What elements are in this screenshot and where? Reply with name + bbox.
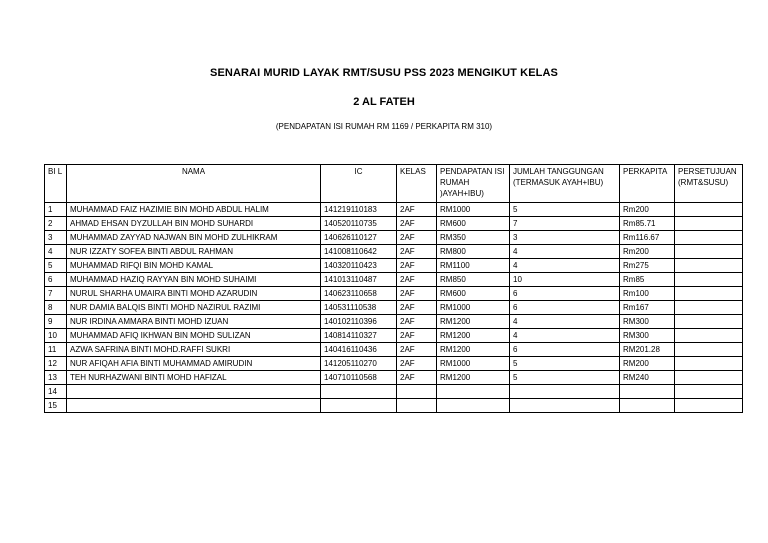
document-title: SENARAI MURID LAYAK RMT/SUSU PSS 2023 MENGIKUT KELAS	[210, 67, 558, 79]
cell-pendapatan: RM850	[437, 273, 510, 287]
class-name: 2 AL FATEH	[353, 96, 415, 108]
cell-bil: 9	[45, 315, 67, 329]
cell-bil: 6	[45, 273, 67, 287]
header-perkapita: PERKAPITA	[620, 165, 675, 203]
cell-tanggungan: 10	[510, 273, 620, 287]
cell-ic	[321, 385, 397, 399]
cell-pendapatan: RM1000	[437, 357, 510, 371]
cell-ic: 140531110538	[321, 301, 397, 315]
table-row	[45, 287, 743, 301]
cell-persetujuan	[675, 301, 743, 315]
table-row	[45, 371, 743, 385]
cell-bil: 8	[45, 301, 67, 315]
cell-tanggungan: 4	[510, 315, 620, 329]
cell-bil: 11	[45, 343, 67, 357]
cell-tanggungan	[510, 399, 620, 413]
header-bil: BI L	[45, 165, 67, 203]
cell-nama: TEH NURHAZWANI BINTI MOHD HAFIZAL	[67, 371, 321, 385]
cell-persetujuan	[675, 329, 743, 343]
cell-ic: 140416110436	[321, 343, 397, 357]
cell-pendapatan: RM1100	[437, 259, 510, 273]
table-row	[45, 343, 743, 357]
cell-persetujuan	[675, 245, 743, 259]
cell-kelas: 2AF	[397, 231, 437, 245]
cell-persetujuan	[675, 203, 743, 217]
table-row	[45, 399, 743, 413]
cell-perkapita: Rm85	[620, 273, 675, 287]
cell-kelas: 2AF	[397, 301, 437, 315]
header-tanggungan: JUMLAH TANGGUNGAN (TERMASUK AYAH+IBU)	[510, 165, 620, 203]
cell-nama	[67, 385, 321, 399]
cell-nama: MUHAMMAD HAZIQ RAYYAN BIN MOHD SUHAIMI	[67, 273, 321, 287]
cell-bil: 3	[45, 231, 67, 245]
cell-bil: 12	[45, 357, 67, 371]
cell-pendapatan	[437, 399, 510, 413]
cell-ic: 140102110396	[321, 315, 397, 329]
cell-ic: 140520110735	[321, 217, 397, 231]
cell-ic: 140710110568	[321, 371, 397, 385]
cell-perkapita: RM240	[620, 371, 675, 385]
cell-bil: 10	[45, 329, 67, 343]
cell-tanggungan: 4	[510, 245, 620, 259]
cell-perkapita: Rm167	[620, 301, 675, 315]
cell-bil: 4	[45, 245, 67, 259]
table-row	[45, 301, 743, 315]
table-row	[45, 217, 743, 231]
cell-bil: 13	[45, 371, 67, 385]
table-row	[45, 231, 743, 245]
cell-tanggungan: 6	[510, 301, 620, 315]
table-row	[45, 273, 743, 287]
cell-ic: 141013110487	[321, 273, 397, 287]
cell-ic: 140320110423	[321, 259, 397, 273]
cell-persetujuan	[675, 217, 743, 231]
table-row	[45, 259, 743, 273]
cell-bil: 5	[45, 259, 67, 273]
cell-ic: 141008110642	[321, 245, 397, 259]
cell-ic	[321, 399, 397, 413]
cell-persetujuan	[675, 399, 743, 413]
cell-kelas: 2AF	[397, 287, 437, 301]
cell-kelas	[397, 399, 437, 413]
cell-ic: 140623110658	[321, 287, 397, 301]
table-row	[45, 385, 743, 399]
cell-persetujuan	[675, 231, 743, 245]
cell-kelas: 2AF	[397, 217, 437, 231]
cell-tanggungan: 6	[510, 343, 620, 357]
cell-pendapatan: RM1200	[437, 315, 510, 329]
income-note: (PENDAPATAN ISI RUMAH RM 1169 / PERKAPITA RM 310)	[275, 122, 493, 131]
cell-ic: 140626110127	[321, 231, 397, 245]
cell-ic: 140814110327	[321, 329, 397, 343]
cell-pendapatan: RM800	[437, 245, 510, 259]
cell-perkapita: RM201.28	[620, 343, 675, 357]
cell-tanggungan: 5	[510, 371, 620, 385]
cell-tanggungan: 5	[510, 203, 620, 217]
cell-tanggungan: 3	[510, 231, 620, 245]
cell-pendapatan: RM600	[437, 287, 510, 301]
cell-pendapatan: RM1000	[437, 203, 510, 217]
cell-kelas: 2AF	[397, 315, 437, 329]
cell-perkapita: RM300	[620, 329, 675, 343]
cell-nama: NURUL SHARHA UMAIRA BINTI MOHD AZARUDIN	[67, 287, 321, 301]
cell-nama: MUHAMMAD RIFQI BIN MOHD KAMAL	[67, 259, 321, 273]
cell-tanggungan	[510, 385, 620, 399]
cell-kelas: 2AF	[397, 259, 437, 273]
cell-ic: 141205110270	[321, 357, 397, 371]
cell-tanggungan: 6	[510, 287, 620, 301]
table-row	[45, 357, 743, 371]
cell-pendapatan: RM1200	[437, 343, 510, 357]
cell-pendapatan: RM1200	[437, 371, 510, 385]
cell-ic: 141219110183	[321, 203, 397, 217]
cell-perkapita: Rm85.71	[620, 217, 675, 231]
cell-perkapita: Rm200	[620, 203, 675, 217]
table-row	[45, 203, 743, 217]
cell-persetujuan	[675, 385, 743, 399]
cell-pendapatan: RM600	[437, 217, 510, 231]
cell-perkapita: RM300	[620, 315, 675, 329]
cell-tanggungan: 5	[510, 357, 620, 371]
cell-kelas: 2AF	[397, 343, 437, 357]
cell-pendapatan	[437, 385, 510, 399]
cell-pendapatan: RM1000	[437, 301, 510, 315]
cell-kelas: 2AF	[397, 357, 437, 371]
cell-persetujuan	[675, 315, 743, 329]
cell-nama: AZWA SAFRINA BINTI MOHD.RAFFI SUKRI	[67, 343, 321, 357]
cell-bil: 15	[45, 399, 67, 413]
cell-nama: MUHAMMAD FAIZ HAZIMIE BIN MOHD ABDUL HALIM	[67, 203, 321, 217]
cell-kelas: 2AF	[397, 203, 437, 217]
cell-perkapita	[620, 385, 675, 399]
cell-pendapatan: RM1200	[437, 329, 510, 343]
cell-tanggungan: 4	[510, 259, 620, 273]
cell-kelas: 2AF	[397, 273, 437, 287]
cell-kelas: 2AF	[397, 329, 437, 343]
cell-nama: NUR IRDINA AMMARA BINTI MOHD IZUAN	[67, 315, 321, 329]
cell-bil: 7	[45, 287, 67, 301]
cell-bil: 2	[45, 217, 67, 231]
cell-persetujuan	[675, 259, 743, 273]
cell-persetujuan	[675, 371, 743, 385]
table-row	[45, 315, 743, 329]
cell-perkapita: Rm100	[620, 287, 675, 301]
cell-persetujuan	[675, 287, 743, 301]
cell-nama: AHMAD EHSAN DYZULLAH BIN MOHD SUHARDI	[67, 217, 321, 231]
table-row	[45, 329, 743, 343]
cell-kelas: 2AF	[397, 371, 437, 385]
cell-tanggungan: 7	[510, 217, 620, 231]
cell-nama: NUR IZZATY SOFEA BINTI ABDUL RAHMAN	[67, 245, 321, 259]
table-header-row	[45, 165, 743, 203]
cell-nama	[67, 399, 321, 413]
cell-nama: MUHAMMAD AFIQ IKHWAN BIN MOHD SULIZAN	[67, 329, 321, 343]
cell-kelas: 2AF	[397, 245, 437, 259]
header-ic: IC	[321, 165, 397, 203]
student-table	[44, 164, 743, 413]
cell-pendapatan: RM350	[437, 231, 510, 245]
cell-bil: 1	[45, 203, 67, 217]
cell-persetujuan	[675, 343, 743, 357]
header-nama: NAMA	[67, 165, 321, 203]
cell-bil: 14	[45, 385, 67, 399]
cell-kelas	[397, 385, 437, 399]
table-row	[45, 245, 743, 259]
header-kelas: KELAS	[397, 165, 437, 203]
cell-perkapita	[620, 399, 675, 413]
cell-nama: NUR DAMIA BALQIS BINTI MOHD NAZIRUL RAZIMI	[67, 301, 321, 315]
cell-perkapita: Rm275	[620, 259, 675, 273]
cell-perkapita: Rm200	[620, 245, 675, 259]
cell-perkapita: Rm116.67	[620, 231, 675, 245]
cell-tanggungan: 4	[510, 329, 620, 343]
cell-perkapita: RM200	[620, 357, 675, 371]
header-persetujuan: PERSETUJUAN (RMT&SUSU)	[675, 165, 743, 203]
cell-nama: MUHAMMAD ZAYYAD NAJWAN BIN MOHD ZULHIKRAM	[67, 231, 321, 245]
cell-nama: NUR AFIQAH AFIA BINTI MUHAMMAD AMIRUDIN	[67, 357, 321, 371]
header-pendapatan: PENDAPATAN ISI RUMAH )AYAH+IBU)	[437, 165, 510, 203]
cell-persetujuan	[675, 273, 743, 287]
cell-persetujuan	[675, 357, 743, 371]
